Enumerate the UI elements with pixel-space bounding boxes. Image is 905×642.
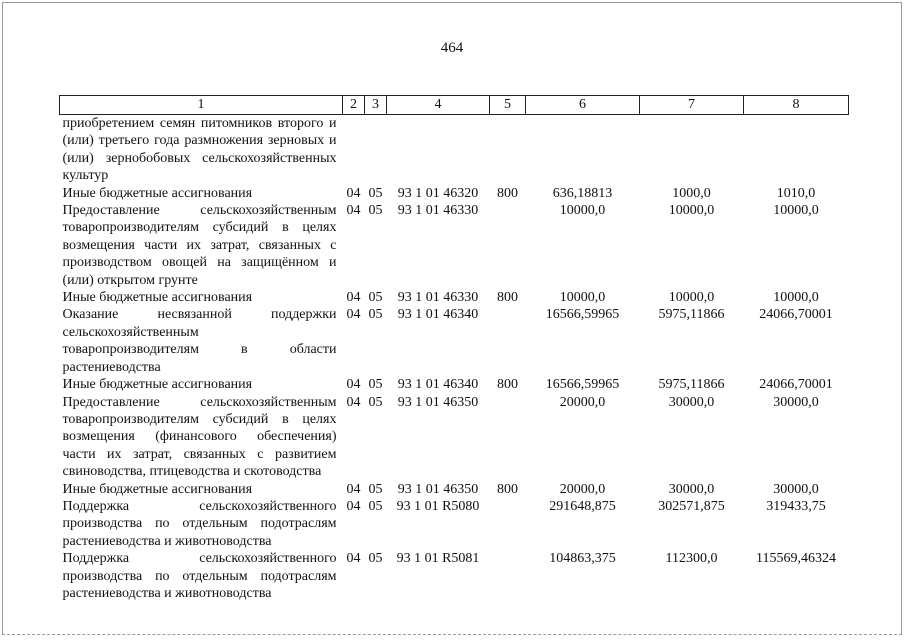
description-cell: Поддержка сельскохозяйственного производства по отдельным подотраслям растениеводства и животноводства — [62, 551, 337, 601]
budget-table — [59, 95, 849, 602]
amount-cell-year-2: 10000,0 — [668, 203, 715, 219]
expense-type-cell: 800 — [497, 481, 518, 497]
amount-cell-year-1: 104863,375 — [549, 551, 616, 567]
subsection-cell: 05 — [368, 185, 383, 201]
amount-cell-year-3: 30000,0 — [773, 394, 819, 410]
table-row — [60, 550, 849, 602]
description-cell: Поддержка сельскохозяйственного производства по отдельным подотраслям растениеводства и животноводства — [62, 498, 337, 549]
table-row — [60, 306, 849, 376]
amount-cell-year-3: 115569,46324 — [756, 551, 836, 567]
document-page — [2, 2, 902, 635]
table-row — [60, 376, 849, 393]
column-header: 8 — [744, 96, 849, 115]
target-article-cell: 93 1 01 R5081 — [396, 551, 480, 567]
amount-cell-year-2: 1000,0 — [672, 185, 711, 201]
target-article-cell: 93 1 01 46350 — [397, 394, 479, 410]
target-article-cell: 93 1 01 46320 — [397, 185, 479, 201]
amount-cell-year-1: 636,18813 — [552, 185, 613, 201]
description-cell: Иные бюджетные ассигнования — [62, 481, 253, 497]
amount-cell-year-3: 24066,70001 — [759, 307, 833, 323]
column-header: 5 — [490, 96, 526, 115]
target-article-cell: 93 1 01 46330 — [397, 290, 479, 306]
table-row — [60, 202, 849, 289]
target-article-cell: 93 1 01 46330 — [397, 203, 479, 219]
description-cell: Иные бюджетные ассигнования — [62, 377, 253, 393]
expense-type-cell — [490, 550, 526, 602]
amount-cell-year-1: 291648,875 — [549, 498, 616, 514]
subsection-cell: 05 — [368, 377, 383, 393]
column-header: 2 — [343, 96, 365, 115]
expense-type-cell: 800 — [497, 185, 518, 201]
table-header-row — [60, 96, 849, 115]
subsection-cell: 05 — [368, 498, 383, 514]
amount-cell-year-1 — [526, 115, 640, 185]
section-cell: 04 — [346, 394, 361, 410]
description-cell: Иные бюджетные ассигнования — [62, 185, 253, 201]
subsection-cell — [365, 115, 387, 185]
amount-cell-year-1: 20000,0 — [559, 394, 606, 410]
column-header: 3 — [365, 96, 387, 115]
amount-cell-year-3: 10000,0 — [773, 290, 819, 306]
expense-type-cell — [490, 202, 526, 289]
column-header: 7 — [640, 96, 744, 115]
amount-cell-year-3: 10000,0 — [773, 203, 819, 219]
section-cell — [343, 115, 365, 185]
target-article-cell: 93 1 01 R5080 — [396, 498, 480, 514]
section-cell: 04 — [346, 377, 361, 393]
target-article-cell: 93 1 01 46340 — [397, 377, 479, 393]
section-cell: 04 — [346, 185, 361, 201]
column-header: 4 — [387, 96, 490, 115]
amount-cell-year-1: 16566,59965 — [545, 307, 620, 323]
subsection-cell: 05 — [368, 290, 383, 306]
amount-cell-year-1: 20000,0 — [559, 481, 606, 497]
expense-type-cell: 800 — [497, 290, 518, 306]
table-row — [60, 115, 849, 185]
page-number: 464 — [440, 40, 464, 56]
amount-cell-year-3 — [744, 115, 849, 185]
amount-cell-year-2: 112300,0 — [665, 551, 718, 567]
amount-cell-year-2: 30000,0 — [668, 394, 715, 410]
description-cell: приобретением семян питомников второго и (или) третьего года размножения зерновых и (или) зернобобовых сельскохозяйственных культур — [62, 116, 337, 184]
amount-cell-year-2 — [640, 115, 744, 185]
target-article-cell: 93 1 01 46350 — [397, 481, 479, 497]
amount-cell-year-2: 5975,11866 — [658, 377, 725, 393]
section-cell: 04 — [346, 307, 361, 323]
amount-cell-year-2: 5975,11866 — [658, 307, 725, 323]
column-header: 6 — [526, 96, 640, 115]
table-row — [60, 185, 849, 202]
expense-type-cell — [490, 115, 526, 185]
subsection-cell: 05 — [368, 551, 383, 567]
amount-cell-year-1: 10000,0 — [559, 203, 606, 219]
description-cell: Предоставление сельскохозяйственным товаропроизводителям субсидий в целях возмещения (финансового обеспечения) части их затрат, связанных с развитием свиноводства, птицеводства и скотоводства — [62, 394, 337, 480]
expense-type-cell: 800 — [497, 377, 518, 393]
expense-type-cell — [490, 394, 526, 481]
amount-cell-year-3: 319433,75 — [766, 498, 826, 514]
section-cell: 04 — [346, 498, 361, 514]
table-row — [60, 481, 849, 498]
amount-cell-year-1: 10000,0 — [559, 290, 606, 306]
amount-cell-year-3: 1010,0 — [776, 185, 816, 201]
amount-cell-year-2: 302571,875 — [658, 498, 725, 514]
section-cell: 04 — [346, 551, 361, 567]
amount-cell-year-2: 30000,0 — [668, 481, 715, 497]
amount-cell-year-1: 16566,59965 — [545, 377, 620, 393]
expense-type-cell — [490, 498, 526, 550]
description-cell: Оказание несвязанной поддержки сельскохозяйственным товаропроизводителям в области растениеводства — [62, 307, 337, 375]
subsection-cell: 05 — [368, 203, 383, 219]
table-row — [60, 498, 849, 550]
subsection-cell: 05 — [368, 394, 383, 410]
target-article-cell — [387, 115, 490, 185]
subsection-cell: 05 — [368, 481, 383, 497]
table-row — [60, 289, 849, 306]
section-cell: 04 — [346, 481, 361, 497]
description-cell: Предоставление сельскохозяйственным товаропроизводителям субсидий в целях возмещения части их затрат, связанных с производством овощей на защищённом и (или) открытом грунте — [62, 203, 337, 288]
description-cell: Иные бюджетные ассигнования — [62, 290, 253, 306]
amount-cell-year-3: 24066,70001 — [759, 377, 833, 393]
target-article-cell: 93 1 01 46340 — [397, 307, 479, 323]
amount-cell-year-3: 30000,0 — [773, 481, 819, 497]
column-header: 1 — [60, 96, 343, 115]
section-cell: 04 — [346, 203, 361, 219]
amount-cell-year-2: 10000,0 — [668, 290, 715, 306]
section-cell: 04 — [346, 290, 361, 306]
table-body — [60, 115, 849, 603]
table-row — [60, 394, 849, 481]
expense-type-cell — [490, 306, 526, 376]
subsection-cell: 05 — [368, 307, 383, 323]
